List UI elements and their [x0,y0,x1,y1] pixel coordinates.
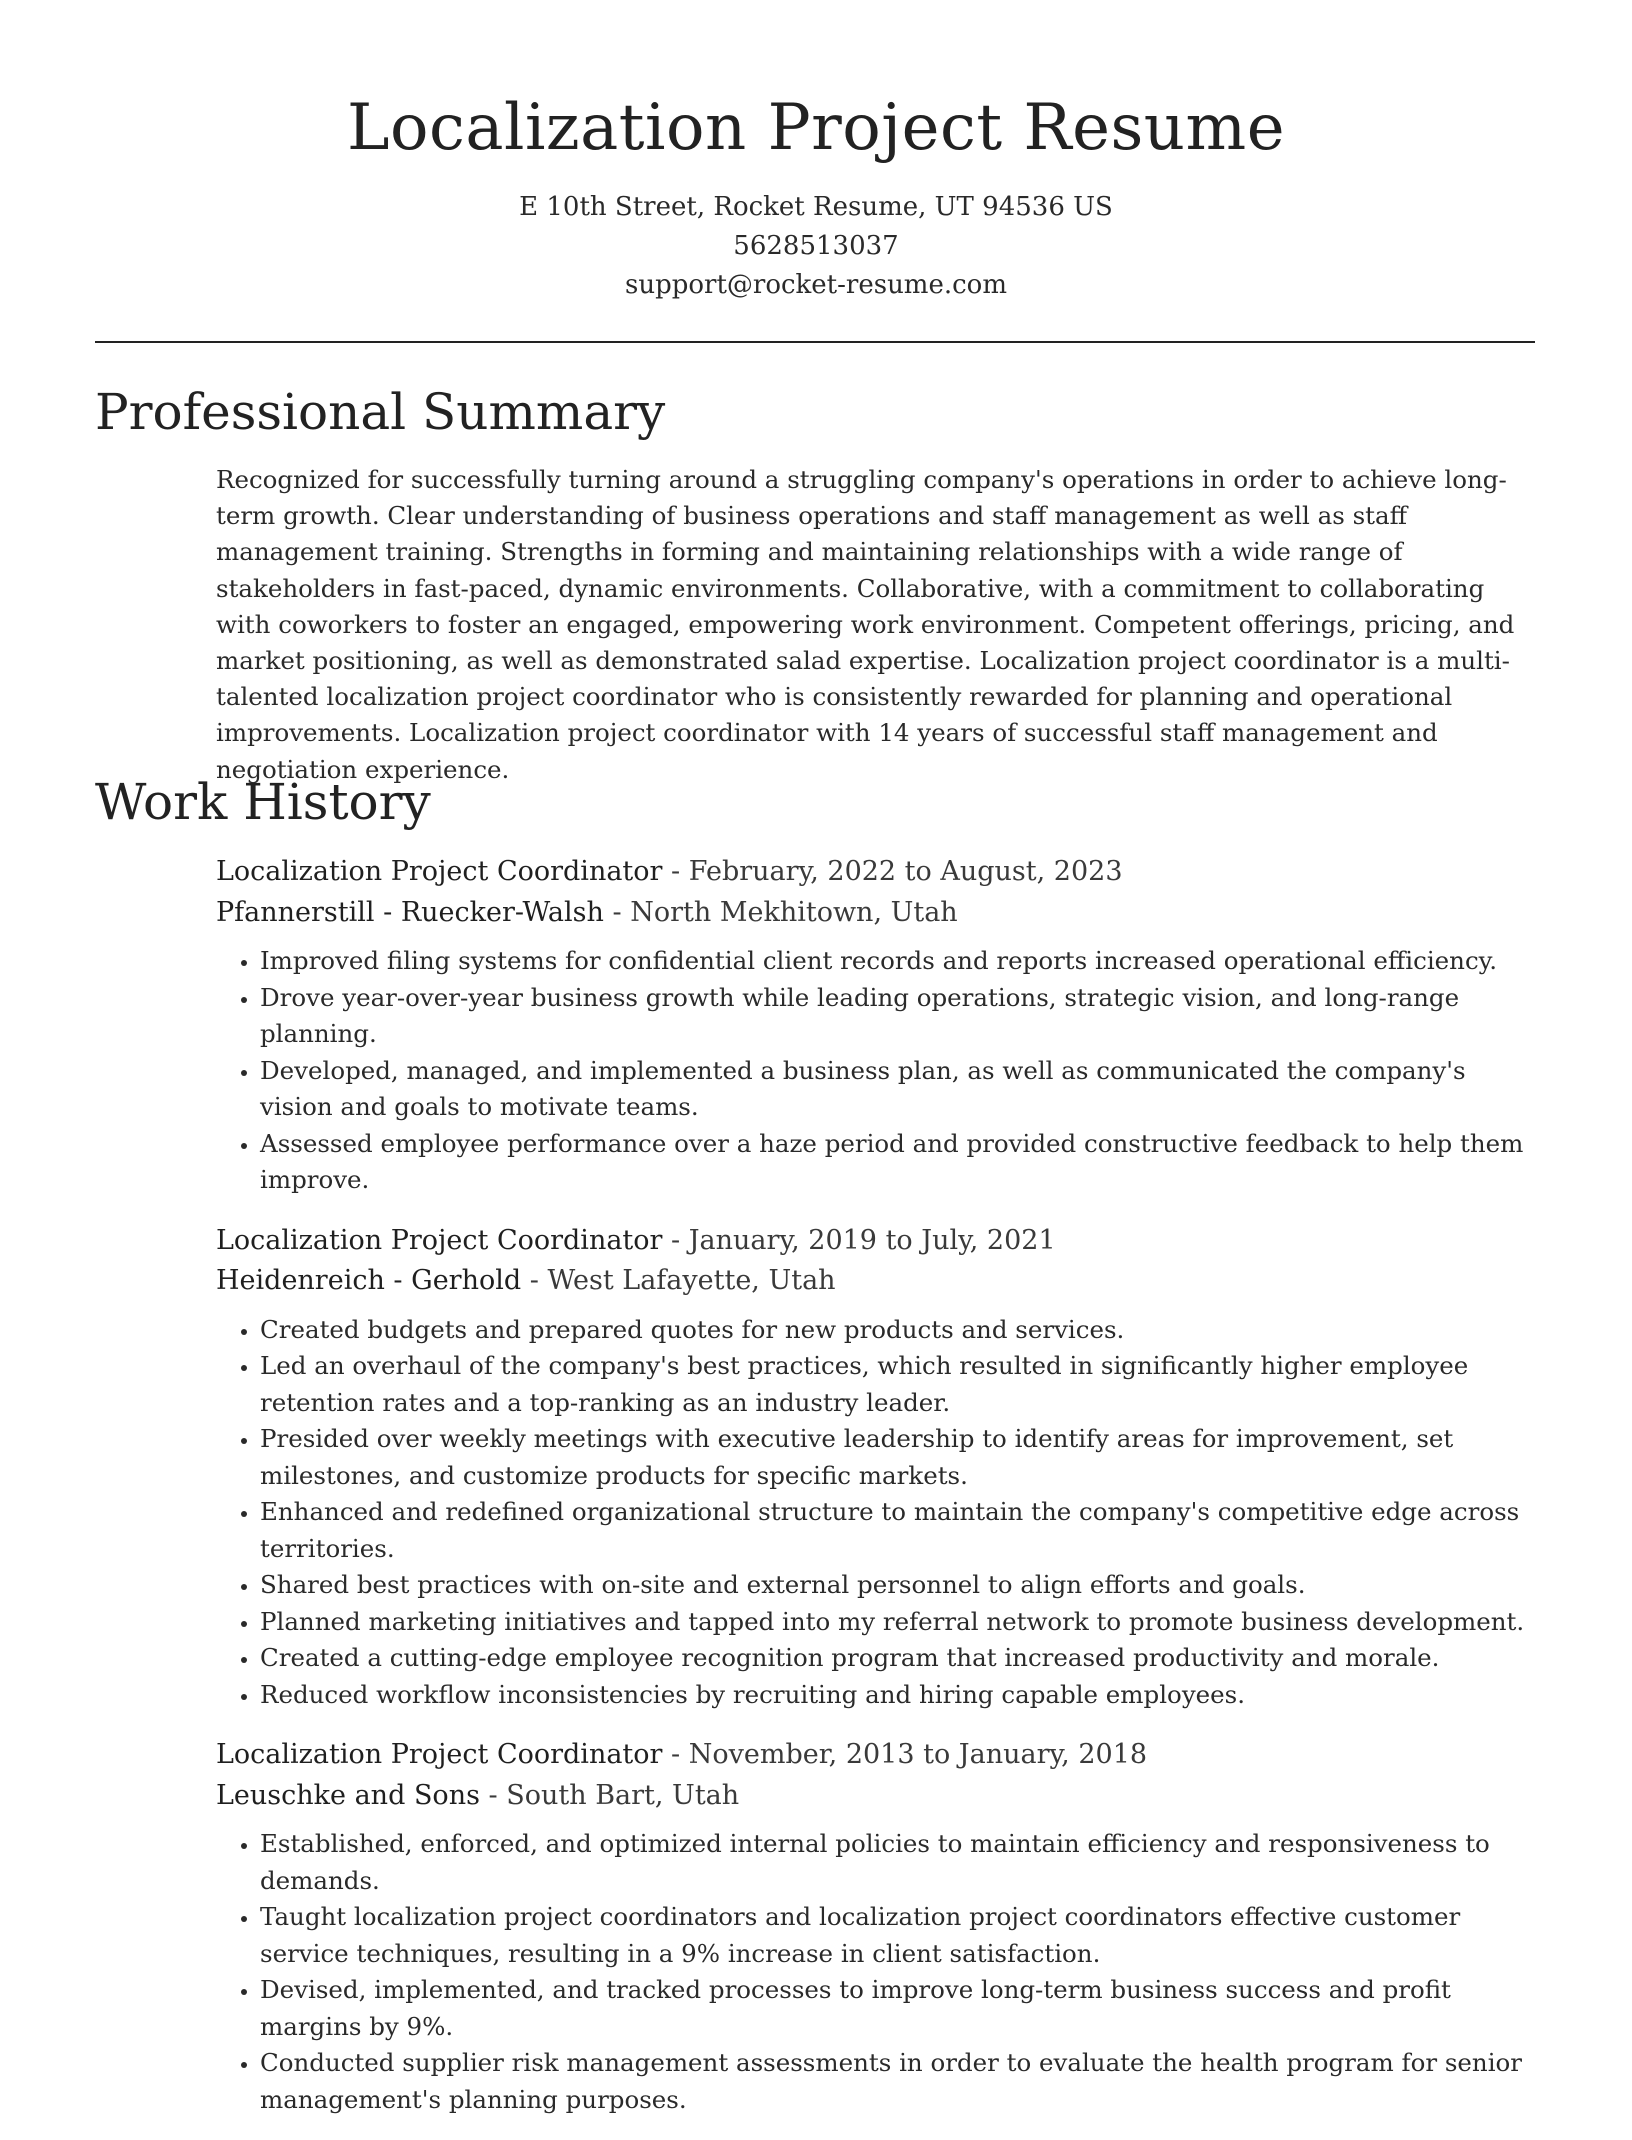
job-bullet: • Taught localization project coordinators and localization project coordinators effective customer service techniques, resulting in a 9% increase in client satisfaction. [260,1899,1536,1972]
job-bullet: • Improved filing systems for confidential client records and reports increased operational efficiency. [260,943,1536,980]
contact-phone: 5628513037 [733,231,899,261]
job-company-line: Pfannerstill - Ruecker-Walsh - North Mekhitown, Utah [216,896,958,928]
job-location: South Bart, Utah [506,1779,740,1811]
job-bullet-list [216,943,1536,1199]
section-title-summary: Professional Summary [95,383,666,441]
contact-email: support@rocket-resume.com [624,270,1007,300]
resume-name: Localization Project Resume [346,91,1286,165]
job-location: West Lafayette, Utah [547,1265,836,1296]
job-entry [216,1735,1536,2118]
contact-info [0,188,1632,305]
job-bullet: • Planned marketing initiatives and tapped into my referral network to promote business development. [260,1604,1536,1641]
job-role: Localization Project Coordinator [216,1739,663,1770]
job-company: Heidenreich - Gerhold [216,1265,522,1296]
job-bullet: • Established, enforced, and optimized internal policies to maintain efficiency and responsiveness to demands. [260,1826,1536,1899]
job-role: Localization Project Coordinator [216,856,663,887]
job-bullet: • Shared best practices with on-site and external personnel to align efforts and goals. [260,1567,1536,1604]
job-bullet: • Created a cutting-edge employee recognition program that increased productivity and morale. [260,1640,1536,1677]
summary-text: Recognized for successfully turning around a struggling company's operations in order to achieve long-term growth. Clear understanding of business operations and staff management as well as staff management training. Strengths in forming and maintaining relationships with a wide range of stakeholders in fast-paced, dynamic environments. Collaborative, with a commitment to collaborating with coworkers to foster an engaged, empowering work environment. Competent offerings, pricing, and market positioning, as well as demonstrated salad expertise. Localization project coordinator is a multi-talented localization project coordinator who is consistently rewarded for planning and operational improvements. Localization project coordinator with 14 years of successful staff management and negotiation experience. [216,465,1515,784]
work-history-list [216,852,1536,2140]
job-company-line: Heidenreich - Gerhold - West Lafayette, Utah [216,1265,836,1296]
contact-address: E 10th Street, Rocket Resume, UT 94536 US [519,192,1113,222]
job-dates: February, 2022 to August, 2023 [688,856,1123,887]
job-title-line: Localization Project Coordinator - January, 2019 to July, 2021 [216,1224,1056,1256]
job-bullet: • Developed, managed, and implemented a business plan, as well as communicated the company's vision and goals to motivate teams. [260,1053,1536,1126]
job-bullet-list [216,1312,1536,1714]
job-entry [216,852,1536,1199]
resume-header [0,78,1632,305]
job-bullet: • Presided over weekly meetings with executive leadership to identify areas for improvement, set milestones, and customize products for specific markets. [260,1421,1536,1494]
job-location: North Mekhitown, Utah [630,896,958,928]
job-bullet: • Devised, implemented, and tracked processes to improve long-term business success and profit margins by 9%. [260,1972,1536,2045]
header-divider [95,341,1535,343]
job-company: Pfannerstill - Ruecker-Walsh [216,896,604,928]
job-bullet: • Led an overhaul of the company's best practices, which resulted in significantly higher employee retention rates and a top-ranking as an industry leader. [260,1348,1536,1421]
job-bullet: • Drove year-over-year business growth while leading operations, strategic vision, and long-range planning. [260,980,1536,1053]
job-company-line: Leuschke and Sons - South Bart, Utah [216,1779,740,1811]
job-bullet-list [216,1826,1536,2118]
job-dates: November, 2013 to January, 2018 [688,1739,1148,1770]
job-entry [216,1221,1536,1714]
job-role: Localization Project Coordinator [216,1224,663,1256]
job-bullet: • Conducted supplier risk management assessments in order to evaluate the health program for senior management's planning purposes. [260,2045,1536,2118]
job-bullet: • Created budgets and prepared quotes for new products and services. [260,1312,1536,1349]
job-bullet: • Enhanced and redefined organizational structure to maintain the company's competitive edge across territories. [260,1494,1536,1567]
job-bullet: • Reduced workflow inconsistencies by recruiting and hiring capable employees. [260,1677,1536,1714]
job-bullet: • Assessed employee performance over a haze period and provided constructive feedback to help them improve. [260,1126,1536,1199]
job-dates: January, 2019 to July, 2021 [688,1224,1056,1256]
section-title-work-history: Work History [95,773,431,831]
job-title-line: Localization Project Coordinator - February, 2022 to August, 2023 [216,856,1123,887]
job-company: Leuschke and Sons [216,1779,480,1811]
job-title-line: Localization Project Coordinator - November, 2013 to January, 2018 [216,1739,1148,1770]
